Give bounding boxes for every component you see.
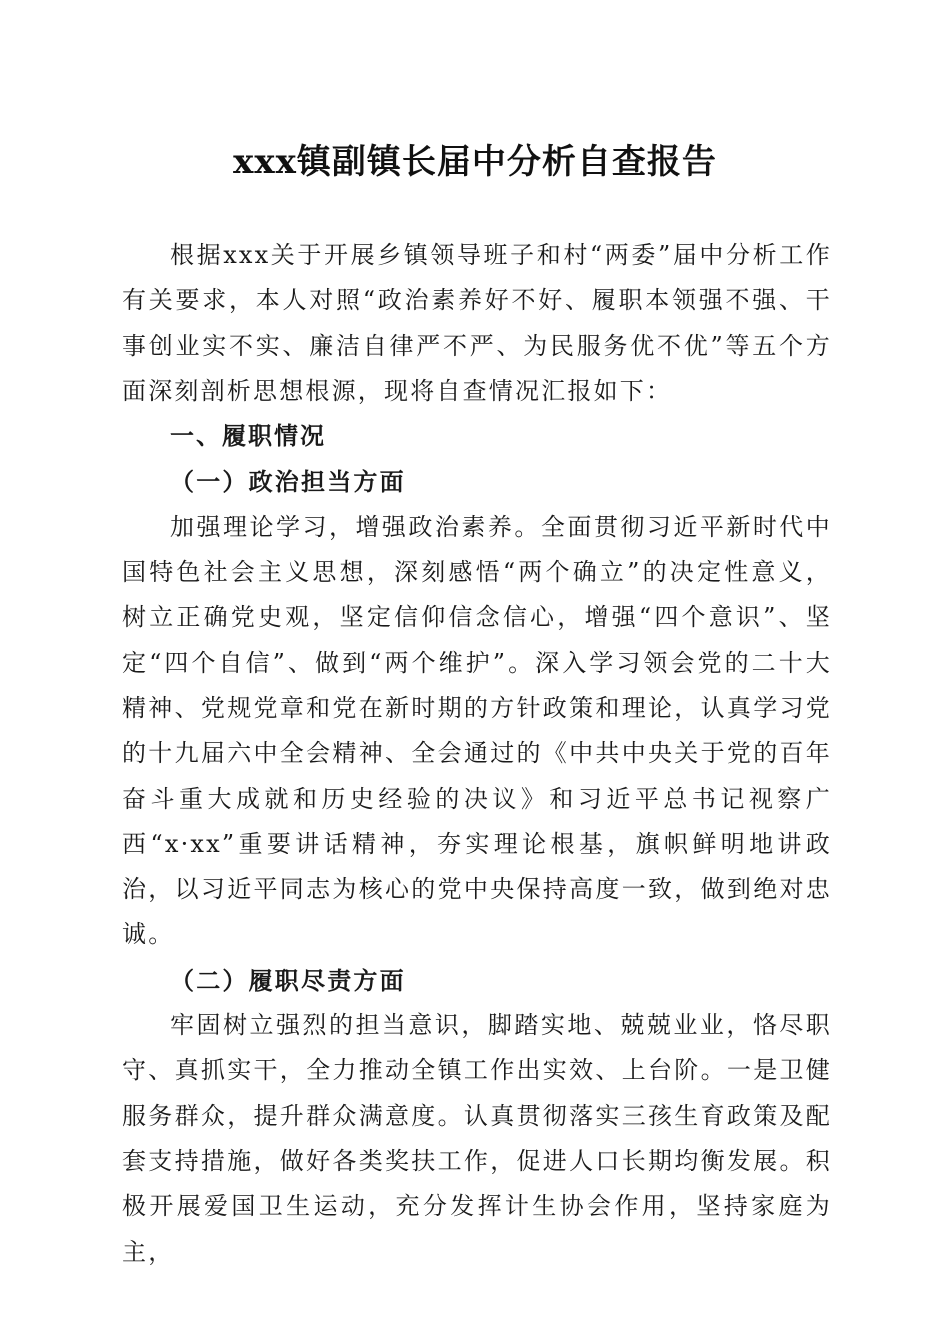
document-body <box>122 233 832 1275</box>
section-heading-performance: 一、履职情况 <box>170 422 326 451</box>
political-paragraph: 加强理论学习，增强政治素养。全面贯彻习近平新时代中国特色社会主义思想，深刻感悟“两个确立”的决定性意义，树立正确党史观，坚定信仰信念信心，增强“四个意识”、坚定“四个自信”、做到“两个维护”。深入学习领会党的二十大精神、党规党章和党在新时期的方针政策和理论，认真学习党的十九届六中全会精神、全会通过的《中共中央关于党的百年奋斗重大成就和历史经验的决议》和习近平总书记视察广西“x·xx”重要讲话精神，夯实理论根基，旗帜鲜明地讲政治，以习近平同志为核心的党中央保持高度一致，做到绝对忠诚。 <box>122 512 832 949</box>
intro-paragraph: 根据xxx关于开展乡镇领导班子和村“两委”届中分析工作有关要求，本人对照“政治素养好不好、履职本领强不强、干事创业实不实、廉洁自律严不严、为民服务优不优”等五个方面深刻剖析思想根源，现将自查情况汇报如下： <box>122 241 832 405</box>
subsection-heading-duty: （二）履职尽责方面 <box>170 965 406 995</box>
duty-paragraph: 牢固树立强烈的担当意识，脚踏实地、兢兢业业，恪尽职守、真抓实干，全力推动全镇工作出实效、上台阶。一是卫健服务群众，提升群众满意度。认真贯彻落实三孩生育政策及配套支持措施，做好各类奖扶工作，促进人口长期均衡发展。积极开展爱国卫生运动，充分发挥计生协会作用，坚持家庭为主， <box>122 1011 832 1266</box>
subsection-heading-political: （一）政治担当方面 <box>170 467 406 497</box>
document-title: xxx镇副镇长届中分析自查报告 <box>233 142 717 182</box>
